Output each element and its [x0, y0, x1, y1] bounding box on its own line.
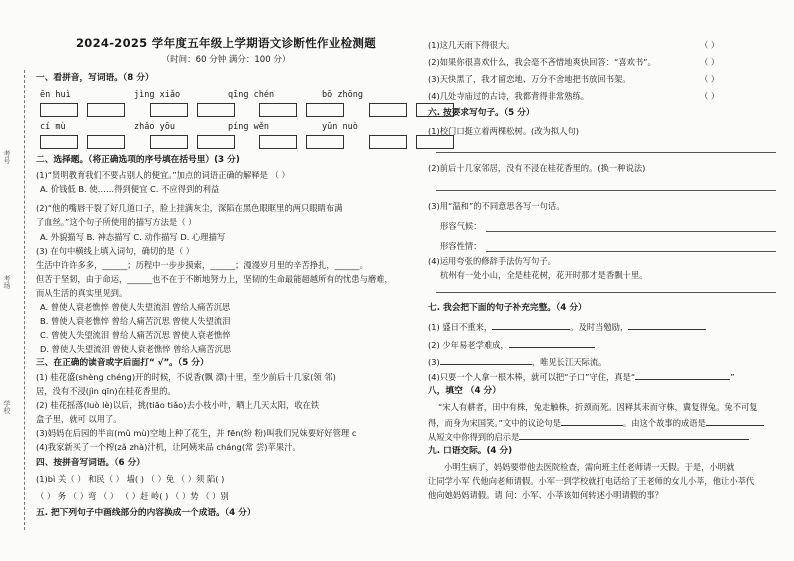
s2-heading: 二、选择题。（将正确选项的序号填在括号里）(3 分): [36, 155, 240, 165]
s7-blank-3[interactable]: [509, 338, 595, 348]
answer-box[interactable]: [40, 103, 78, 117]
s7-blank-5[interactable]: [635, 370, 730, 380]
s7-blank-2[interactable]: [628, 320, 706, 330]
answer-box[interactable]: [259, 135, 297, 149]
s9-para-line1: 小明生病了，妈妈要带他去医院检查，需向班主任老师请一天假。于是，小明就: [444, 462, 735, 472]
s4-heading: 四、按拼音写词语。（6 分）: [36, 458, 145, 468]
s7-line4: [428, 370, 735, 382]
s6-q3b-label: 形容性情：: [440, 241, 482, 251]
s2-q2-line2: 了血丝。”这个句子所使用的描写方法是（ ）: [36, 217, 197, 227]
s1-heading: 一、看拼音，写词语。（8 分）: [36, 73, 154, 83]
s2-q3-option-a: A. 曾使人衰老憔悴 曾使人失望流泪 曾给人痛苦沉思: [40, 302, 231, 312]
s3-line5: (3)妈妈在后园的半亩(mǔ mù)空地上种了花生，并 fēn(纷 粉)叫我们兄妹要好好管理 c: [36, 428, 357, 438]
s5-answer-1[interactable]: （ ）: [700, 40, 720, 50]
s2-q3-line1: (3) 在句中横线上填入词句，确切的是（ ）: [36, 246, 195, 256]
s6-q3a-label: 形容气候：: [440, 221, 482, 231]
s4-row2: （ ） 务 （ ）弯 （ ） （ ）赶 岭( ) （ ）势 （ ）别: [36, 491, 229, 501]
s4-row1: (1)bì 关（ ） 和民（ ） 墙( ) （ ）免 （ ）须 陷( ): [36, 474, 225, 484]
answer-box[interactable]: [369, 103, 407, 117]
s5-answer-4[interactable]: （ ）: [700, 91, 720, 101]
s7-line1: [428, 320, 706, 332]
s5-q2: (2)如果你很喜欢什么，我会毫不吝惜地爽快回答：“喜欢书”。: [428, 57, 656, 67]
s1-pinyin-1: ēn huì: [40, 90, 71, 100]
s8-blank-2[interactable]: [706, 416, 764, 426]
s5-answer-3[interactable]: （ ）: [700, 74, 720, 84]
answer-box[interactable]: [150, 103, 188, 117]
answer-box[interactable]: [259, 103, 297, 117]
s3-line2: 居，没有不浸(jìn qīn)在桂花香里的。: [36, 386, 176, 396]
s7-l3-part1: (3): [428, 357, 440, 367]
answer-box[interactable]: [197, 103, 235, 117]
answer-box[interactable]: [197, 135, 235, 149]
s5-answer-2[interactable]: （ ）: [700, 57, 720, 67]
s6-q4-answer-line[interactable]: [436, 292, 776, 293]
answer-box[interactable]: [87, 135, 125, 149]
s1-boxes-1: [40, 103, 463, 117]
s3-line6: (4)我家新买了一个榨(zǎ zhà)汁机，让阿姨来品 cháng(常 尝)苹果汁。: [36, 442, 301, 452]
s7-blank-1[interactable]: [492, 320, 570, 330]
s6-q3b-answer-line[interactable]: [486, 251, 776, 252]
s2-q1-options: A. 价钱低 B. 使……得到便宜 C. 不应得到的利益: [40, 184, 220, 194]
s8-l2-part1: 得，而身为宋国笑。”文中的议论句是: [428, 418, 561, 428]
s2-q3-line3: 但苦于坚韧，由于命运，______也不在于不断地努力上，坚韧的生命最能超越所有的忧患与磨难，: [36, 274, 393, 284]
s3-line3: (2) 桂花摇落(luò lè)以后，挑(tiāo tiǎo)去小枝小叶，晒上几天太阳，收在铁: [36, 400, 320, 410]
s6-q2: (2)前后十几家邻居，没有不浸在桂花香里的。(换一种说法): [428, 163, 646, 173]
answer-box[interactable]: [369, 135, 407, 149]
s2-q3-option-c: C. 曾使人失望流泪 曾给人痛苦沉思 曾使人衰老憔悴: [40, 330, 231, 340]
s1-pinyin-7: píng wěn: [228, 122, 269, 132]
s5-q1: (1)这几天雨下得很大。: [428, 40, 515, 50]
s5-q4: (4)几处寺庙过的古诗，我都背得非常熟练。: [428, 91, 590, 101]
s2-q2-line1: (2)“他的嘴唇干裂了好几道口子，脸上挂满灰尘，深陷在黑色眼眶里的两只眼睛布满: [36, 203, 343, 213]
exam-title: 2024-2025 学年度五年级上学期语文诊断性作业检测题: [76, 36, 376, 50]
s1-pinyin-4: bō zhōng: [322, 90, 363, 100]
s3-line4: 盒子里，就可 以用了。: [36, 414, 122, 424]
answer-box[interactable]: [306, 135, 344, 149]
s6-q4: (4)运用夸张的修辞手法仿写句子。: [428, 256, 556, 266]
side-label-exam-room: 考场: [3, 275, 11, 289]
side-label-school: 学校: [3, 400, 11, 414]
s8-heading: 八，填空 （4 分）: [428, 386, 501, 396]
answer-box[interactable]: [416, 135, 454, 149]
s7-l4-part2: ”: [730, 372, 735, 382]
s9-para-line2: 让同学小军 代他向老师请假。小军一到学校就打电话给了王老师的女儿小莘，他让小莘代: [428, 476, 755, 486]
s6-q3a-answer-line[interactable]: [486, 231, 776, 232]
s1-pinyin-3: qīng chén: [228, 90, 275, 100]
s8-para-line1: “宋人有耕者，田中有株，兔走触株，折颈而死。因释其耒而守株，冀复得兔。兔不可复: [438, 402, 758, 412]
s7-line3: [428, 355, 606, 367]
s8-para-line2: [428, 416, 764, 428]
s9-heading: 九. 口语交际。(4 分): [428, 446, 513, 456]
binding-dashed-line: [24, 70, 25, 530]
s2-q3-line2: 生活中许许多多，______；历程中一步步摸索，______；漫漫岁月里的辛苦挣扎，______。: [36, 260, 368, 270]
s1-pinyin-8: yūn nuò: [322, 122, 358, 132]
binding-strip: [0, 0, 34, 561]
s7-l4-part1: (4)只要一个人拿一根木棒，就可以把“子口”守住，真是“: [428, 372, 636, 382]
s8-l3-part1: 从短文中你得到的启示是: [428, 432, 520, 442]
s2-q3-line4: 而从生活的真实里见到。: [36, 288, 128, 298]
s6-q3: (3)用“温和”的不同意思各写一句话。: [428, 201, 565, 211]
s6-q4-example: 杭州有一处小山，全是桂花树，花开时那才是香飘十里。: [440, 270, 648, 280]
s2-q3-option-d: D. 曾使人失望流泪 曾使人衰老憔悴 曾给人痛苦沉思: [40, 344, 232, 354]
s3-line1: (1) 桂花盛(shèng chéng)开的时候，不说香(飘 漂)十里，至少前后十几家(领 邻): [36, 372, 336, 382]
s1-pinyin-6: zhǎo yōu: [134, 122, 175, 132]
s8-blank-1[interactable]: [561, 416, 623, 426]
exam-meta: （时间：60 分钟 满分：100 分）: [161, 55, 291, 65]
answer-box[interactable]: [87, 103, 125, 117]
s9-para-line3: 他向她妈妈请假。请 问：小军、小莘该如何转述小明请假的事？: [428, 490, 663, 500]
s7-l1-part1: (1) 盛日不重来，: [428, 322, 493, 332]
s7-heading: 七. 我会把下面的句子补充完整。（4 分）: [428, 303, 587, 313]
s5-heading: 五. 把下列句子中画线部分的内容换成一个成语。（4 分）: [36, 508, 256, 518]
s8-l2-part2: 。由这个故事的成语是: [622, 418, 706, 428]
s7-blank-4[interactable]: [440, 355, 532, 365]
s5-q3: (3)天快黑了，我才留恋地、万分不舍地把书放回书架。: [428, 74, 631, 84]
s8-blank-3[interactable]: [519, 430, 749, 440]
s7-l3-part2: ，唯见长江天际流。: [531, 357, 607, 367]
s7-l1-part2: 。及时当勉励，: [570, 322, 629, 332]
s1-boxes-2: [40, 135, 463, 149]
s1-pinyin-5: cí mù: [40, 122, 66, 132]
s7-l2-part1: (2) 少年易老学难成，: [428, 340, 509, 350]
s6-q1-answer-line[interactable]: [436, 152, 776, 153]
s2-q3-option-b: B. 曾使人衰老憔悴 曾给人痛苦沉思 曾使人失望流泪: [40, 316, 231, 326]
s6-q2-answer-line[interactable]: [436, 190, 776, 191]
answer-box[interactable]: [40, 135, 78, 149]
s2-q2-options: A. 外貌描写 B. 神态描写 C. 动作描写 D. 心理描写: [40, 232, 226, 242]
side-label-exam-number: 考号: [3, 150, 11, 164]
s2-q1: (1)“贤明教育我们不要占别人的便宜。”加点的词语正确的解释是 （ ）: [36, 170, 290, 180]
answer-box[interactable]: [306, 103, 344, 117]
s1-pinyin-2: jìng xiǎo: [134, 90, 181, 100]
s6-q1: (1)校门口挺立着两棵松树。(改为拟人句): [428, 126, 579, 136]
answer-box[interactable]: [150, 135, 188, 149]
s3-heading: 三、在正确的读音或字后面打“ √”。（5 分）: [36, 358, 209, 368]
s8-para-line3: [428, 430, 749, 442]
s6-heading: 六. 按要求写句子。（5 分）: [428, 108, 535, 118]
s7-line2: [428, 338, 595, 350]
